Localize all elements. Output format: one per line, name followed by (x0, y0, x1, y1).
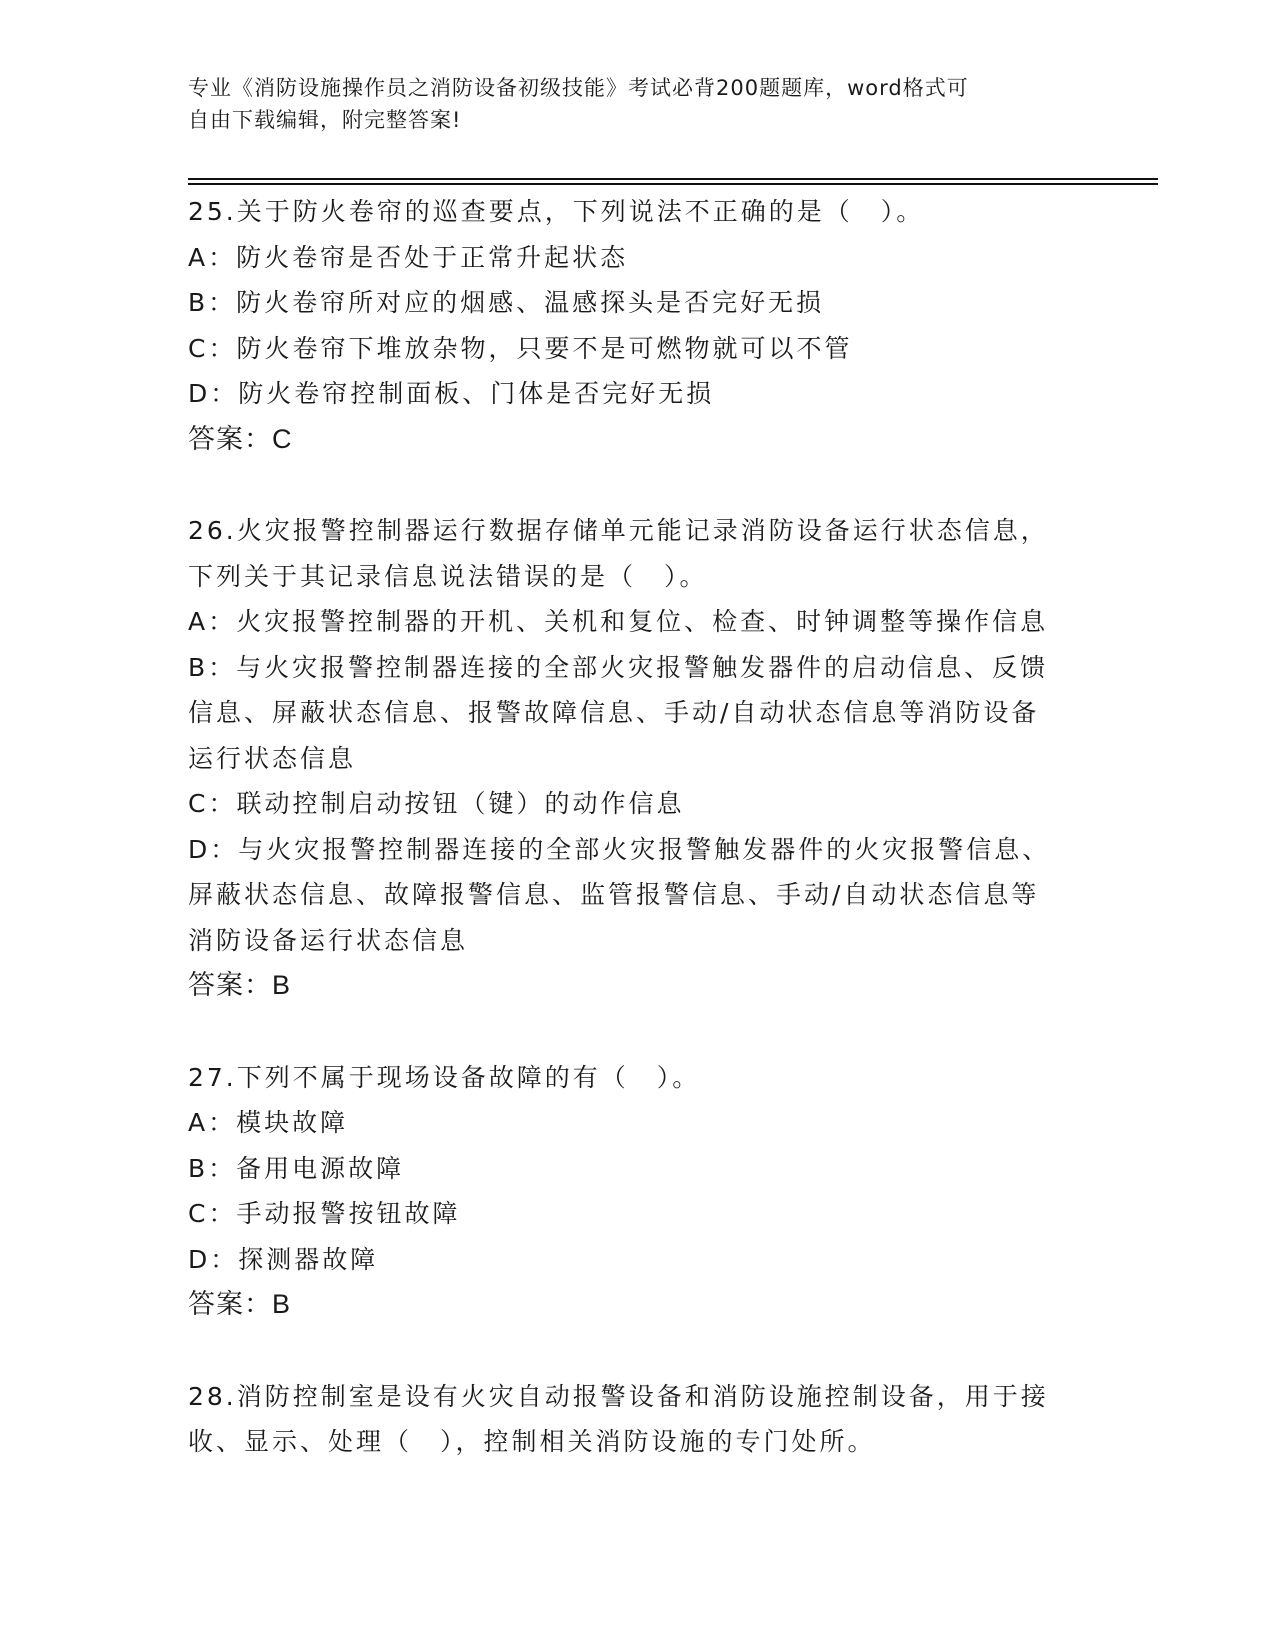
question-spacer (188, 462, 1088, 508)
option-text: 消防设备运行状态信息 (188, 925, 469, 955)
question-block (188, 1374, 1088, 1465)
option-text: D：与火灾报警控制器连接的全部火灾报警触发器件的火灾报警信息、 (188, 834, 1051, 864)
question-text: 28.消防控制室是设有火灾自动报警设备和消防设施控制设备，用于接 (188, 1381, 1049, 1411)
question-block (188, 189, 1088, 462)
option-text: C：防火卷帘下堆放杂物，只要不是可燃物就可以不管 (188, 333, 853, 363)
question-list (188, 189, 1088, 1465)
question-text: 下列关于其记录信息说法错误的是（ ）。 (188, 561, 708, 591)
header-divider-top (188, 178, 1158, 180)
option-text: 运行状态信息 (188, 743, 357, 773)
answer-text: 答案：C (188, 423, 293, 454)
question-spacer (188, 1009, 1088, 1055)
question-block (188, 1055, 1088, 1328)
option-text: C：手动报警按钮故障 (188, 1199, 461, 1228)
option-text: A：防火卷帘是否处于正常升起状态 (188, 242, 629, 272)
question-text: 25.关于防火卷帘的巡查要点，下列说法不正确的是（ ）。 (188, 197, 925, 226)
answer-text: 答案：B (188, 1289, 292, 1319)
option-text: A：模块故障 (188, 1108, 349, 1137)
option-text: B：备用电源故障 (188, 1153, 405, 1183)
option-text: D：防火卷帘控制面板、门体是否完好无损 (188, 379, 715, 408)
header-line-2: 自由下载编辑，附完整答案! (188, 108, 462, 132)
question-block (188, 508, 1088, 1009)
option-text: B：防火卷帘所对应的烟感、温感探头是否完好无损 (188, 288, 825, 317)
question-text: 26.火灾报警控制器运行数据存储单元能记录消防设备运行状态信息， (188, 516, 1049, 545)
question-spacer (188, 1328, 1088, 1374)
option-text: 屏蔽状态信息、故障报警信息、监管报警信息、手动/自动状态信息等 (188, 880, 1040, 909)
header-line-1: 专业《消防设施操作员之消防设备初级技能》考试必背200题题库，word格式可 (188, 76, 969, 100)
option-text: D：探测器故障 (188, 1244, 379, 1274)
header-divider-bottom (188, 183, 1158, 185)
question-text: 收、显示、处理（ ），控制相关消防设施的专门处所。 (188, 1427, 876, 1456)
option-text: B：与火灾报警控制器连接的全部火灾报警触发器件的启动信息、反馈 (188, 652, 1049, 682)
answer-text: 答案：B (188, 970, 292, 1000)
option-text: A：火灾报警控制器的开机、关机和复位、检查、时钟调整等操作信息 (188, 607, 1049, 636)
question-text: 27.下列不属于现场设备故障的有（ ）。 (188, 1062, 701, 1092)
document-header (188, 72, 1078, 136)
option-text: 信息、屏蔽状态信息、报警故障信息、手动/自动状态信息等消防设备 (188, 698, 1040, 727)
option-text: C：联动控制启动按钮（键）的动作信息 (188, 789, 685, 818)
